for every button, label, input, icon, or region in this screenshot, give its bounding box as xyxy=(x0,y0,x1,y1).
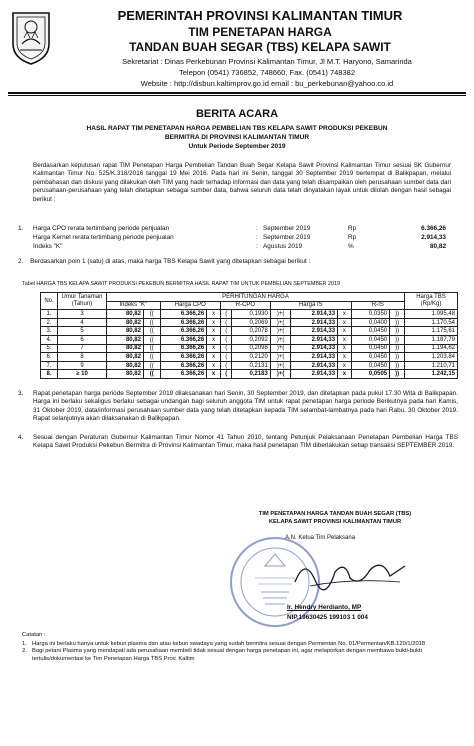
price-period: September 2019 xyxy=(263,225,311,232)
price-period: September 2019 xyxy=(263,234,311,241)
tbs-price-table xyxy=(40,292,458,379)
document-title: BERITA ACARA xyxy=(195,108,279,120)
col-header-age: Umur Tanaman (Tahun) xyxy=(58,293,107,310)
table-row xyxy=(41,318,458,327)
row-age: 8 xyxy=(58,353,107,362)
symbol-mid: )+( xyxy=(270,361,291,370)
row-number: 6. xyxy=(41,353,58,362)
row-cpo-price: 6.366,26 xyxy=(160,353,207,362)
note-number: 1. xyxy=(22,641,27,648)
point-2-text: Berdasarkan poin 1 (satu) di atas, maka harga TBS Kelapa Sawit yang ditetapkan sebagai berikut : xyxy=(30,258,311,265)
symbol-multiply: x xyxy=(338,353,352,362)
row-tbs-price: 1.170,54 xyxy=(405,318,458,327)
row-is-price: 2.914,33 xyxy=(291,353,338,362)
row-tbs-price: 1.210,71 xyxy=(405,361,458,370)
symbol-multiply: x xyxy=(338,335,352,344)
symbol-multiply: x xyxy=(338,361,352,370)
row-age: 4 xyxy=(58,318,107,327)
header-website: Website : http://disbun.kaltimprov.go.id email : bu_perkebunan@yahoo.co.id xyxy=(140,79,394,88)
symbol-close-double: )) xyxy=(390,344,405,353)
note-item xyxy=(22,648,458,662)
table-row xyxy=(41,327,458,336)
document-subtitle-1: HASIL RAPAT TIM PENETAPAN HARGA PEMBELIAN TBS KELAPA SAWIT PRODUKSI PEKEBUN xyxy=(86,125,388,132)
row-index-k: 80,82 xyxy=(107,335,144,344)
symbol-multiply: x xyxy=(338,370,352,379)
table-row xyxy=(41,370,458,379)
row-index-k: 80,82 xyxy=(107,327,144,336)
row-ris: 0,0505 xyxy=(351,370,389,379)
symbol-close-double: )) xyxy=(390,361,405,370)
row-ris: 0,0400 xyxy=(351,318,389,327)
point-3-number: 3. xyxy=(18,390,24,397)
row-rcpo: 0,2098 xyxy=(232,344,270,353)
symbol-multiply: x xyxy=(207,361,221,370)
provincial-emblem-logo xyxy=(10,10,52,66)
symbol-close-double: )) xyxy=(390,370,405,379)
point-4-text: Sesuai dengan Peraturan Gubernur Kalimantan Timur Nomor 41 Tahun 2010, tentang Petunjuk Pelaksanaan Penetapan Pembelian Harga TBS Kelapa Sawit Produksi Pekebun Bermitra di Provinsi Kalimantan Timur, maka hasil penetapan TIM diberlakukan setiap transaksi SEPTEMBER 2019. xyxy=(33,434,458,450)
point-3-text: Rapat penetapan harga periode September 2019 dilaksanakan hari Senin, 30 September 2019, dan ditetapkan pada pukul 17.30 Wita di Balikpapan. Harga ini berlaku sekaligus berlaku sebagai undangan bagi seluruh anggota TIM untuk rapat penetapan harga periode Berikutnya pada hari Kamis, 31 Oktober 2019, data/informasi perusahaan sumber data yang telah ditetapkan kepada TIM selambat-lambatnya pada hari Rabu, 30 Oktober 2019. Rapat selanjutnya akan dilaksanakan di Balikpapan. xyxy=(33,390,458,423)
row-cpo-price: 6.366,26 xyxy=(160,361,207,370)
document-period: Untuk Periode September 2019 xyxy=(188,143,286,150)
symbol-multiply: x xyxy=(207,370,221,379)
signature-org-line-1: TIM PENETAPAN HARGA TANDAN BUAH SEGAR (TBS) xyxy=(258,511,412,517)
symbol-mid: )+( xyxy=(270,353,291,362)
note-text: Harga ini berlaku hanya untuk kebun plasma dan atau kebun swadaya yang sudah bermitra sesuai dengan Permentan No. 01/Permentan/KB.120/1/2018 xyxy=(32,641,426,648)
symbol-mid: )+( xyxy=(270,327,291,336)
signature-organization xyxy=(215,510,455,526)
note-text: Bagi petani Plasma yang mendapati ada perusahaan membeli tidak sesuai dengan harga penetapan ini, agar melaporkan dengan membawa bukti-bukti tertulis/dokumentasi ke Tim Penetapan Harga TBS Prov. Kaltim xyxy=(32,648,422,662)
price-period: Agustus 2019 xyxy=(263,243,303,250)
col-header-cpo: Harga CPO xyxy=(160,301,220,310)
symbol-open-double: (( xyxy=(143,361,160,370)
symbol-multiply: x xyxy=(338,318,352,327)
symbol-open: ( xyxy=(220,344,232,353)
symbol-open-double: (( xyxy=(143,344,160,353)
signatory-nip: NIP.19630425 199103 1 004 xyxy=(287,614,368,621)
row-number: 8. xyxy=(41,370,58,379)
row-ris: 0,0450 xyxy=(351,327,389,336)
row-rcpo: 0,1930 xyxy=(232,310,270,319)
row-rcpo: 0,2183 xyxy=(232,370,270,379)
price-value: 6.366,26 xyxy=(421,225,446,232)
symbol-open-double: (( xyxy=(143,318,160,327)
row-rcpo: 0,2131 xyxy=(232,361,270,370)
row-index-k: 80,82 xyxy=(107,318,144,327)
row-tbs-price: 1.194,62 xyxy=(405,344,458,353)
symbol-multiply: x xyxy=(338,310,352,319)
header-rule xyxy=(8,92,466,94)
symbol-open: ( xyxy=(220,335,232,344)
header-address: Sekretariat : Dinas Perkebunan Provinsi Kalimantan Timur, Jl M.T. Haryono, Samarinda xyxy=(122,57,412,66)
row-cpo-price: 6.366,26 xyxy=(160,344,207,353)
header-team: TIM PENETAPAN HARGA xyxy=(188,25,332,39)
col-header-is: Harga IS xyxy=(270,301,351,310)
price-value: 2.914,33 xyxy=(421,234,446,241)
table-row xyxy=(41,335,458,344)
symbol-open: ( xyxy=(220,310,232,319)
row-ris: 0,0450 xyxy=(351,335,389,344)
price-row-cpo: 1. Harga CPO rerata tertimbang periode penjualan : September 2019 Rp 6.366,26 xyxy=(18,225,446,232)
row-index-k: 80,82 xyxy=(107,361,144,370)
symbol-close-double: )) xyxy=(390,318,405,327)
symbol-open: ( xyxy=(220,361,232,370)
symbol-close-double: )) xyxy=(390,310,405,319)
row-tbs-price: 1.187,79 xyxy=(405,335,458,344)
symbol-open-double: (( xyxy=(143,335,160,344)
symbol-mid: )+( xyxy=(270,344,291,353)
header-phone: Telepon (0541) 736852, 748660, Fax. (0541) 748382 xyxy=(179,68,355,77)
table-body xyxy=(41,310,458,379)
row-cpo-price: 6.366,26 xyxy=(160,370,207,379)
note-item xyxy=(22,641,458,648)
row-ris: 0,0450 xyxy=(351,344,389,353)
symbol-open-double: (( xyxy=(143,353,160,362)
row-number: 3. xyxy=(41,327,58,336)
price-value: 80,82 xyxy=(430,243,446,250)
row-number: 4. xyxy=(41,335,58,344)
col-header-no: No. xyxy=(41,293,58,310)
row-number: 7. xyxy=(41,361,58,370)
signatory-name: Ir. Hendry Herdianto, MP xyxy=(287,604,362,611)
symbol-mid: )+( xyxy=(270,310,291,319)
symbol-multiply: x xyxy=(207,318,221,327)
price-label: Indeks "K" xyxy=(33,243,63,250)
price-row-number: 1. xyxy=(18,225,24,232)
row-is-price: 2.914,33 xyxy=(291,361,338,370)
row-index-k: 80,82 xyxy=(107,370,144,379)
row-tbs-price: 1.203,84 xyxy=(405,353,458,362)
row-tbs-price: 1.095,48 xyxy=(405,310,458,319)
col-header-tbs-price: Harga TBS (Rp/Kg) xyxy=(405,293,458,310)
table-row xyxy=(41,344,458,353)
point-3 xyxy=(18,390,458,424)
row-rcpo: 0,2069 xyxy=(232,318,270,327)
row-age: 5 xyxy=(58,327,107,336)
symbol-open-double: (( xyxy=(143,370,160,379)
row-ris: 0,0450 xyxy=(351,361,389,370)
row-ris: 0,0350 xyxy=(351,310,389,319)
row-index-k: 80,82 xyxy=(107,310,144,319)
row-is-price: 2.914,33 xyxy=(291,318,338,327)
header-rule-thin xyxy=(8,95,466,96)
symbol-open: ( xyxy=(220,353,232,362)
symbol-mid: )+( xyxy=(270,335,291,344)
symbol-open-double: (( xyxy=(143,327,160,336)
row-index-k: 80,82 xyxy=(107,344,144,353)
row-age: 6 xyxy=(58,335,107,344)
table-row xyxy=(41,310,458,319)
price-unit: Rp xyxy=(348,225,357,232)
row-is-price: 2.914,33 xyxy=(291,335,338,344)
row-index-k: 80,82 xyxy=(107,353,144,362)
symbol-multiply: x xyxy=(207,344,221,353)
symbol-open: ( xyxy=(220,370,232,379)
col-header-index-k: Indeks "K" xyxy=(107,301,161,310)
row-rcpo: 0,2092 xyxy=(232,335,270,344)
notes-section xyxy=(22,632,458,663)
point-4-number: 4. xyxy=(18,434,24,441)
header-province: PEMERINTAH PROVINSI KALIMANTAN TIMUR xyxy=(117,8,403,23)
document-subtitle-2: BERMITRA DI PROVINSI KALIMANTAN TIMUR xyxy=(164,134,310,141)
row-age: 7 xyxy=(58,344,107,353)
table-row xyxy=(41,353,458,362)
symbol-multiply: x xyxy=(207,327,221,336)
row-is-price: 2.914,33 xyxy=(291,370,338,379)
symbol-multiply: x xyxy=(338,327,352,336)
signature-role: A.N. Ketua Tim Pelaksana xyxy=(285,535,356,541)
row-cpo-price: 6.366,26 xyxy=(160,327,207,336)
symbol-close-double: )) xyxy=(390,353,405,362)
note-number: 2. xyxy=(22,648,27,655)
row-cpo-price: 6.366,26 xyxy=(160,335,207,344)
row-is-price: 2.914,33 xyxy=(291,344,338,353)
row-is-price: 2.914,33 xyxy=(291,310,338,319)
row-age: 3 xyxy=(58,310,107,319)
price-unit: Rp xyxy=(348,234,357,241)
price-label: Harga CPO rerata tertimbang periode penjualan xyxy=(33,225,170,232)
row-cpo-price: 6.366,26 xyxy=(160,318,207,327)
notes-title: Catatan : xyxy=(22,632,46,638)
col-header-calculation: PERHITUNGAN HARGA xyxy=(107,293,405,302)
symbol-multiply: x xyxy=(207,353,221,362)
symbol-multiply: x xyxy=(207,310,221,319)
row-rcpo: 0,2078 xyxy=(232,327,270,336)
header-tbs: TANDAN BUAH SEGAR (TBS) KELAPA SAWIT xyxy=(129,40,391,54)
symbol-open: ( xyxy=(220,318,232,327)
price-list xyxy=(18,224,458,251)
symbol-close-double: )) xyxy=(390,335,405,344)
row-is-price: 2.914,33 xyxy=(291,327,338,336)
table-row xyxy=(41,361,458,370)
row-age: ≥ 10 xyxy=(58,370,107,379)
table-caption: Tabel HARGA TBS KELAPA SAWIT PRODUKSI PEKEBUN BERMITRA HASIL RAPAT TIM UNTUK PEMBELIAN SEPTEMBER 2019 xyxy=(22,281,340,287)
row-cpo-price: 6.366,26 xyxy=(160,310,207,319)
point-4 xyxy=(18,434,458,451)
col-header-rcpo: R-CPO xyxy=(220,301,270,310)
symbol-mid: )+( xyxy=(270,318,291,327)
handwritten-signature xyxy=(290,552,410,592)
price-label: Harga Kernel rerata tertimbang periode penjualan xyxy=(33,234,174,241)
price-row-kernel: Harga Kernel rerata tertimbang periode penjualan : September 2019 Rp 2.914,33 xyxy=(33,234,446,241)
row-rcpo: 0,2120 xyxy=(232,353,270,362)
row-tbs-price: 1.242,15 xyxy=(405,370,458,379)
row-number: 1. xyxy=(41,310,58,319)
row-ris: 0,0450 xyxy=(351,353,389,362)
symbol-open: ( xyxy=(220,327,232,336)
row-age: 9 xyxy=(58,361,107,370)
symbol-multiply: x xyxy=(207,335,221,344)
price-row-index: Indeks "K" : Agustus 2019 % 80,82 xyxy=(33,243,446,250)
row-tbs-price: 1.175,61 xyxy=(405,327,458,336)
price-unit: % xyxy=(348,243,354,250)
signature-org-line-2: KELAPA SAWIT PROVINSI KALIMANTAN TIMUR xyxy=(268,519,402,525)
symbol-multiply: x xyxy=(338,344,352,353)
symbol-close-double: )) xyxy=(390,327,405,336)
row-number: 5. xyxy=(41,344,58,353)
point-2 xyxy=(18,258,310,265)
row-number: 2. xyxy=(41,318,58,327)
point-2-number: 2. xyxy=(18,258,24,265)
symbol-open-double: (( xyxy=(143,310,160,319)
symbol-mid: )+( xyxy=(270,370,291,379)
intro-paragraph: Berdasarkan keputusan rapat TIM Penetapan Harga Pembelian Tandan Buah Segar Kelapa Sawit Provinsi Kalimantan Timur sesuai SK Gubernur Kalimantan Timur No. 525/K.318/2016 tanggal 19 Mei 2016. Pada hari ini Senin, tanggal 30 September 2019 bertempat di Balikpapan, melalui pembahasan dan diskusi yang dilakukan oleh TIM yang hadir terhadap informasi dan data yang telah disampaikan oleh perusahaan sumber data dari perusahaan-perusahaan yang telah ditetapkan sebagai sumber data, bahwa seluruh data telah dinyatakan layak untuk dilolah dengan hasil sebagai berikut : xyxy=(33,162,451,203)
col-header-ris: R-IS xyxy=(351,301,404,310)
